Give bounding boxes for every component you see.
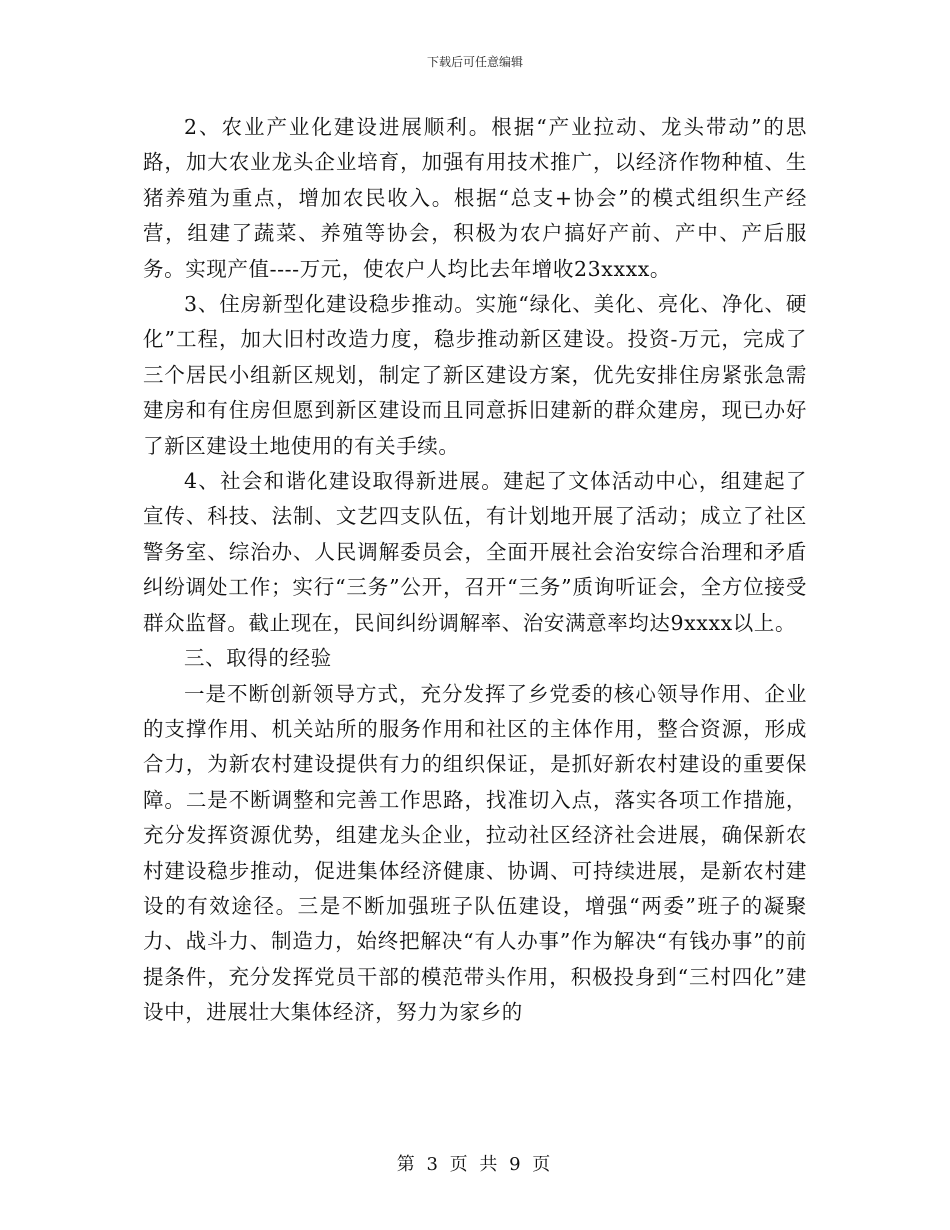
paragraph-housing: 3、住房新型化建设稳步推动。实施“绿化、美化、亮化、净化、硬化”工程，加大旧村改造力度，稳步推动新区建设。投资-万元，完成了三个居民小组新区规划，制定了新区建设方案，优先安排住房紧张急需建房和有住房但愿到新区建设而且同意拆旧建新的群众建房，现已办好了新区建设土地使用的有关手续。 (143, 292, 807, 458)
paragraph-social-harmony: 4、社会和谐化建设取得新进展。建起了文体活动中心，组建起了宣传、科技、法制、文艺四支队伍，有计划地开展了活动；成立了社区警务室、综治办、人民调解委员会，全面开展社会治安综合治理和矛盾纠纷调处工作；实行“三务”公开，召开“三务”质询听证会，全方位接受群众监督。截止现在，民间纠纷调解率、治安满意率均达9xxxx以上。 (143, 469, 807, 635)
paragraph-experience: 一是不断创新领导方式，充分发挥了乡党委的核心领导作用、企业的支撑作用、机关站所的服务作用和社区的主体作用，整合资源，形成合力，为新农村建设提供有力的组织保证，是抓好新农村建设的重要保障。二是不断调整和完善工作思路，找准切入点，落实各项工作措施，充分发挥资源优势，组建龙头企业，拉动社区经济社会进展，确保新农村建设稳步推动，促进集体经济健康、协调、可持续进展，是新农村建设的有效途径。三是不断加强班子队伍建设，增强“两委”班子的凝聚力、战斗力、制造力，始终把解决“有人办事”作为解决“有钱办事”的前提条件，充分发挥党员干部的模范带头作用，积极投身到“三村四化”建设中，进展壮大集体经济，努力为家乡的 (143, 681, 807, 1025)
page-number: 第 3 页 共 9 页 (396, 1154, 554, 1175)
paragraph-agriculture: 2、农业产业化建设进展顺利。根据“产业拉动、龙头带动”的思路，加大农业龙头企业培育，加强有用技术推广，以经济作物种植、生猪养殖为重点，增加农民收入。根据“总支+协会”的模式组织生产经营，组建了蔬菜、养殖等协会，积极为农户搞好产前、产中、产后服务。实现产值----万元，使农户人均比去年增收23xxxx。 (143, 115, 807, 281)
page-header-note: 下载后可任意编辑 (426, 55, 523, 69)
section-heading-experience: 三、取得的经验 (184, 646, 332, 671)
document-body (143, 110, 807, 1031)
